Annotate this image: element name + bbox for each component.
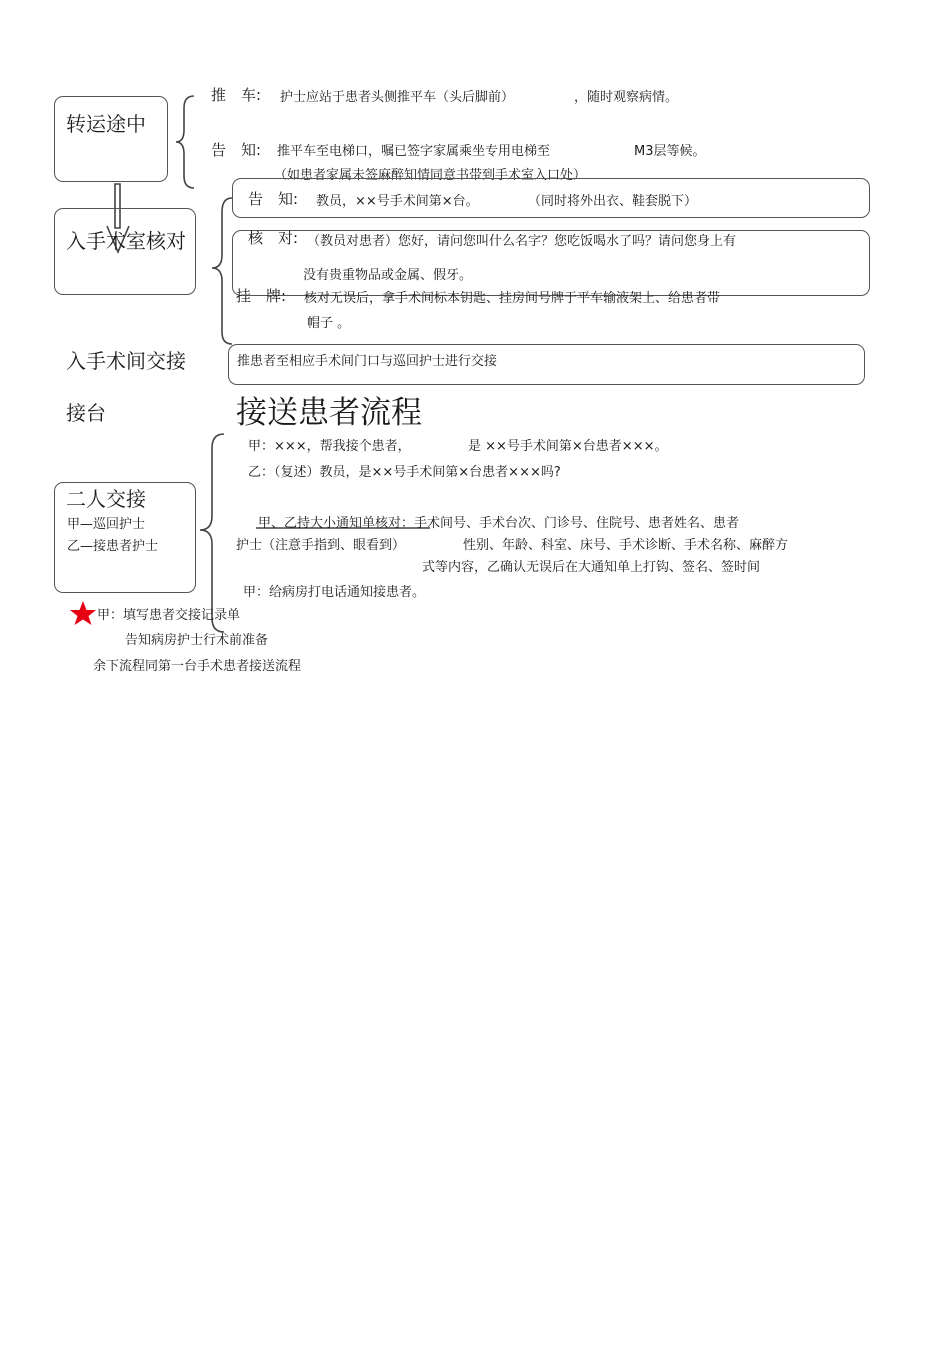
push-text-2: ，随时观察病情。	[574, 90, 679, 105]
two-person-label: 二人交接	[66, 487, 146, 511]
notify-label: 告 知:	[211, 141, 262, 159]
transit-label: 转运途中	[66, 112, 146, 136]
entry-notify-extra: （同时将外出衣、鞋套脱下）	[528, 194, 698, 209]
push-label: 推 车:	[211, 86, 262, 104]
remaining-process: 余下流程同第一台手术患者接送流程	[93, 659, 302, 674]
tag-text-2: 帽子 。	[307, 316, 351, 331]
room-handover-label: 入手术间交接	[66, 349, 186, 373]
dialog-line-1b: 是 ××号手术间第×台患者×××。	[468, 439, 668, 454]
star-icon	[70, 601, 96, 625]
notify-text: 推平车至电梯口，嘱已签字家属乘坐专用电梯至	[277, 144, 551, 159]
check-line-3: 式等内容，乙确认无误后在大通知单上打钩、签名、签时间	[422, 560, 761, 575]
verify-label: 核 对:	[248, 229, 299, 247]
notify-note: （如患者家属未签麻醉知情同意书带到手术室入口处）	[274, 168, 587, 183]
verify-text-2: 没有贵重物品或金属、假牙。	[303, 268, 473, 283]
dialog-line-1: 甲：×××，帮我接个患者，	[248, 439, 411, 454]
role-a: 甲—巡回护士	[67, 517, 146, 532]
next-surgery-label: 接台	[66, 401, 106, 425]
room-handover-text: 推患者至相应手术间门口与巡回护士进行交接	[237, 354, 498, 369]
push-text: 护士应站于患者头侧推平车（头后脚前）	[280, 90, 515, 105]
entry-check-label: 入手术室核对	[66, 229, 186, 253]
page-title: 接送患者流程	[236, 395, 422, 431]
notify-floor: M3层等候。	[634, 144, 706, 159]
entry-notify-label: 告 知:	[248, 190, 299, 208]
role-b: 乙—接患者护士	[67, 539, 159, 554]
call-ward-line: 甲：给病房打电话通知接患者。	[243, 585, 426, 600]
brace-two-person	[200, 434, 224, 632]
check-line-2a: 护士（注意手指到、眼看到）	[236, 538, 406, 553]
tag-label: 挂 牌:	[236, 287, 287, 305]
star-line-2: 告知病房护士行术前准备	[125, 633, 269, 648]
verify-text: （教员对患者）您好，请问您叫什么名字？您吃饭喝水了吗？请问您身上有	[307, 234, 737, 249]
dialog-line-2: 乙：（复述）教员，是××号手术间第×台患者×××吗?	[248, 465, 561, 480]
entry-notify-text: 教员，××号手术间第×台。	[316, 194, 479, 209]
tag-text: 核对无误后，拿手术间标本钥匙、挂房间号牌于平车输液架上、给患者带	[304, 291, 721, 306]
brace-transit	[176, 96, 194, 188]
star-line-1: 甲：填写患者交接记录单	[97, 608, 241, 623]
check-line-1: 甲、乙持大小通知单核对：手术间号、手术台次、门诊号、住院号、患者姓名、患者	[258, 516, 740, 531]
check-line-2b: 性别、年龄、科室、床号、手术诊断、手术名称、麻醉方	[463, 538, 789, 553]
brace-entry	[212, 198, 232, 344]
